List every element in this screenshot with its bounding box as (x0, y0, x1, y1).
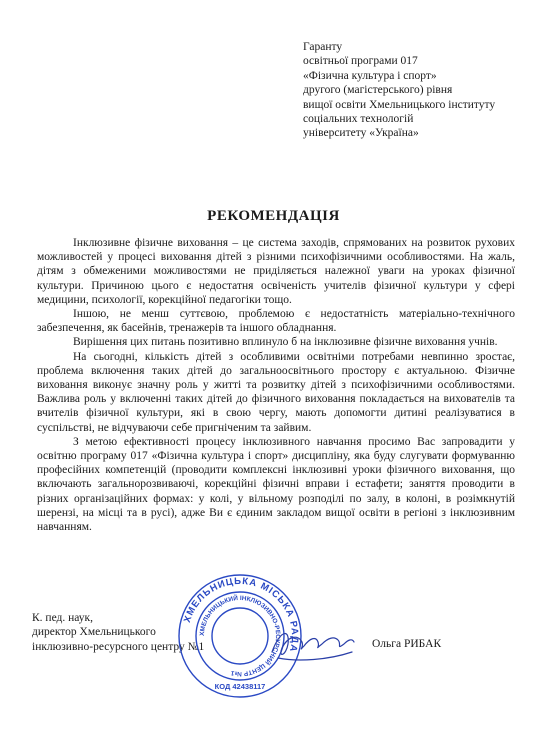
svg-text:КОД 42438117: КОД 42438117 (214, 682, 266, 691)
addressee-line: другого (магістерського) рівня (303, 84, 453, 97)
body-paragraph: Іншою, не менш суттєвою, проблемою є недостатність матеріально-технічного забезпечення, як басейнів, тренажерів та іншого обладнання. (37, 308, 515, 335)
addressee-block (303, 40, 539, 141)
addressee-line: соціальних технологій (303, 113, 414, 126)
body-paragraph: Вирішення цих питань позитивно вплинуло б на інклюзивне фізичне виховання учнів. (73, 336, 498, 349)
document-title: РЕКОМЕНДАЦІЯ (207, 208, 340, 224)
signatory-line: К. пед. наук, (32, 612, 94, 624)
addressee-line: університету «Україна» (303, 127, 419, 140)
signatory-name: Ольга РИБАК (372, 638, 442, 650)
svg-text:ХМЕЛЬНИЦЬКА МІСЬКА РАДА: ХМЕЛЬНИЦЬКА МІСЬКА РАДА (181, 575, 301, 654)
handwritten-signature (268, 622, 358, 670)
addressee-line: вищої освіти Хмельницького інституту (303, 98, 496, 111)
svg-text:ХМЕЛЬНИЦЬКИЙ ІНКЛЮЗИВНО-РЕСУРС: ХМЕЛЬНИЦЬКИЙ ІНКЛЮЗИВНО-РЕСУРСНИЙ ЦЕНТР №1 (198, 594, 282, 678)
document-body (37, 236, 515, 534)
body-paragraph: На сьогодні, кількість дітей з особливими освітніми потребами невпинно зростає, проблема включення таких дітей до загальноосвітнього простору є актуальною. Фізичне виховання виконує значну роль у житті та розвитку дітей з психофізичними особливостями. Важлива роль у включенні таких дітей до фізичного виховання покладається на вихователів та вчителів фізичної культури, які в свою чергу, мають допомогти дитині реалізуватися в суспільстві, не відчуваючи себе пригніченим та зайвим. (37, 350, 515, 434)
addressee-line: Гаранту (303, 41, 343, 53)
body-paragraph: З метою ефективності процесу інклюзивного навчання просимо Вас запровадити у освітню програму 017 «Фізична культура і спорт» дисципліну, яка буду слугувати формуванню професійних компетенцій (проводити комплексні інклюзивні уроки фізичного виховання, що включають загальнорозвиваючі, корекційні фізичні вправи і естафети; заняття проводити в різних організаційних формах: у колі, у вільному розподілі по залу, в колоні, в розімкнутій шерензі, на місці та в русі), адже Ви є єдиним закладом вищої освіти в регіоні з інклюзивним навчанням. (37, 435, 515, 534)
body-paragraph: Інклюзивне фізичне виховання – це система заходів, спрямованих на розвиток рухових можливостей у процесі виховання дітей з різними психофізичними особливостями. На жаль, дітям з обмеженими можливостями не приділяється належної уваги на уроках фізичної культури. Причиною цього є недостатня освіченість учителів фізичної культури у сфері медицини, психології, корекційної педагогіки тощо. (37, 237, 515, 306)
addressee-line: «Фізична культура і спорт» (303, 69, 437, 82)
signatory-line: директор Хмельницького (32, 626, 156, 639)
signatory-line: інклюзивно-ресурсного центру №1 (32, 640, 205, 653)
addressee-line: освітньої програми 017 (303, 55, 418, 68)
